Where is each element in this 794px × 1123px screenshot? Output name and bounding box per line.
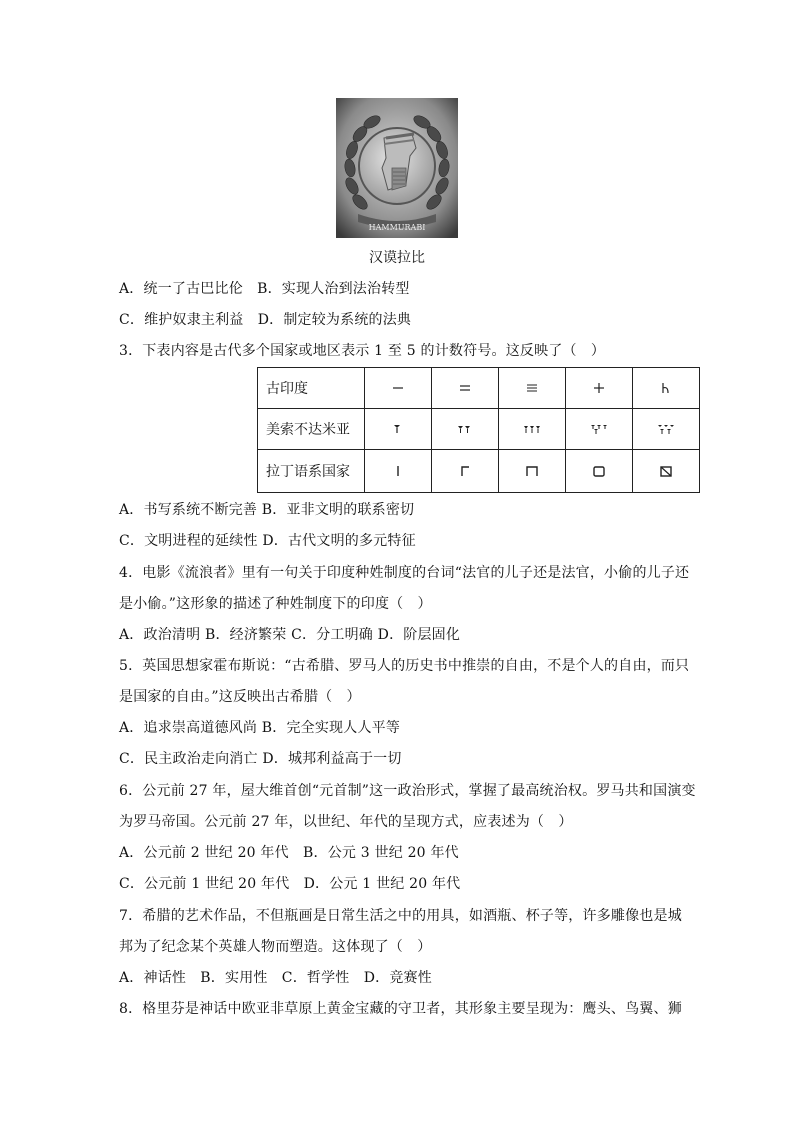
q6-option-line-1: A．公元前 2 世纪 20 年代 B．公元 3 世纪 20 年代: [119, 845, 459, 861]
row-label-india: 古印度: [258, 368, 365, 409]
q5-stem-line-2: 是国家的自由。”这反映出古希腊（ ）: [119, 689, 361, 705]
india-numeral-3: [499, 368, 566, 409]
q4-stem-line-1: 4．电影《流浪者》里有一句关于印度种姓制度的台词“法官的儿子还是法官，小偷的儿子还: [119, 565, 690, 581]
table-row-india: [258, 368, 700, 409]
table-row-latin: [258, 450, 700, 493]
row-label-mesopotamia: 美索不达米亚: [258, 409, 365, 450]
figure-caption: 汉谟拉比: [369, 250, 425, 266]
numerals-table: [257, 367, 700, 493]
q4-option-line-1: A．政治清明 B．经济繁荣 C．分工明确 D．阶层固化: [119, 627, 461, 643]
table-row-mesopotamia: [258, 409, 700, 450]
mesopotamia-numeral-5: [633, 409, 700, 450]
latin-numeral-2: [432, 450, 499, 493]
mesopotamia-numeral-3: [499, 409, 566, 450]
q3-option-line-1: A．书写系统不断完善 B．亚非文明的联系密切: [119, 502, 415, 518]
medallion-inscription: HAMMURABI: [368, 223, 426, 232]
q5-option-line-1: A．追求崇高道德风尚 B．完全实现人人平等: [119, 720, 401, 736]
q7-stem-line-2: 邦为了纪念某个英雄人物而塑造。这体现了（ ）: [119, 939, 432, 955]
q4-stem-line-2: 是小偷。”这形象的描述了种姓制度下的印度（ ）: [119, 596, 432, 612]
q3-option-line-2: C．文明进程的延续性 D．古代文明的多元特征: [119, 533, 416, 549]
q7-option-line-1: A．神话性 B．实用性 C．哲学性 D．竞赛性: [119, 970, 432, 986]
india-numeral-1: [365, 368, 432, 409]
q6-option-line-2: C．公元前 1 世纪 20 年代 D．公元 1 世纪 20 年代: [119, 876, 461, 892]
q8-stem-line-1: 8．格里芬是神话中欧亚非草原上黄金宝藏的守卫者，其形象主要呈现为：鹰头、鸟翼、狮: [119, 1001, 682, 1017]
row-label-latin: 拉丁语系国家: [258, 450, 365, 493]
q3-stem: 3．下表内容是古代多个国家或地区表示 1 至 5 的计数符号。这反映了（ ）: [119, 343, 606, 359]
q2-option-line-1: A．统一了古巴比伦 B．实现人治到法治转型: [119, 281, 410, 297]
mesopotamia-numeral-2: [432, 409, 499, 450]
latin-numeral-4: [566, 450, 633, 493]
q5-option-line-2: C．民主政治走向消亡 D．城邦利益高于一切: [119, 751, 402, 767]
latin-numeral-5: [633, 450, 700, 493]
latin-numeral-1: [365, 450, 432, 493]
q5-stem-line-1: 5．英国思想家霍布斯说：“古希腊、罗马人的历史书中推崇的自由，不是个人的自由，而只: [119, 658, 690, 674]
q7-stem-line-1: 7．希腊的艺术作品，不但瓶画是日常生活之中的用具，如酒瓶、杯子等，许多雕像也是城: [119, 908, 682, 924]
latin-numeral-3: [499, 450, 566, 493]
hammurabi-figure: [336, 98, 458, 238]
q6-stem-line-1: 6．公元前 27 年，屋大维首创“元首制”这一政治形式，掌握了最高统治权。罗马共和国演变: [119, 783, 696, 799]
india-numeral-4: [566, 368, 633, 409]
hammurabi-medallion-image: [336, 98, 458, 238]
q2-option-line-2: C．维护奴隶主利益 D．制定较为系统的法典: [119, 312, 412, 328]
mesopotamia-numeral-1: [365, 409, 432, 450]
india-numeral-5: [633, 368, 700, 409]
mesopotamia-numeral-4: [566, 409, 633, 450]
q6-stem-line-2: 为罗马帝国。公元前 27 年，以世纪、年代的呈现方式，应表述为（ ）: [119, 814, 573, 830]
india-numeral-2: [432, 368, 499, 409]
